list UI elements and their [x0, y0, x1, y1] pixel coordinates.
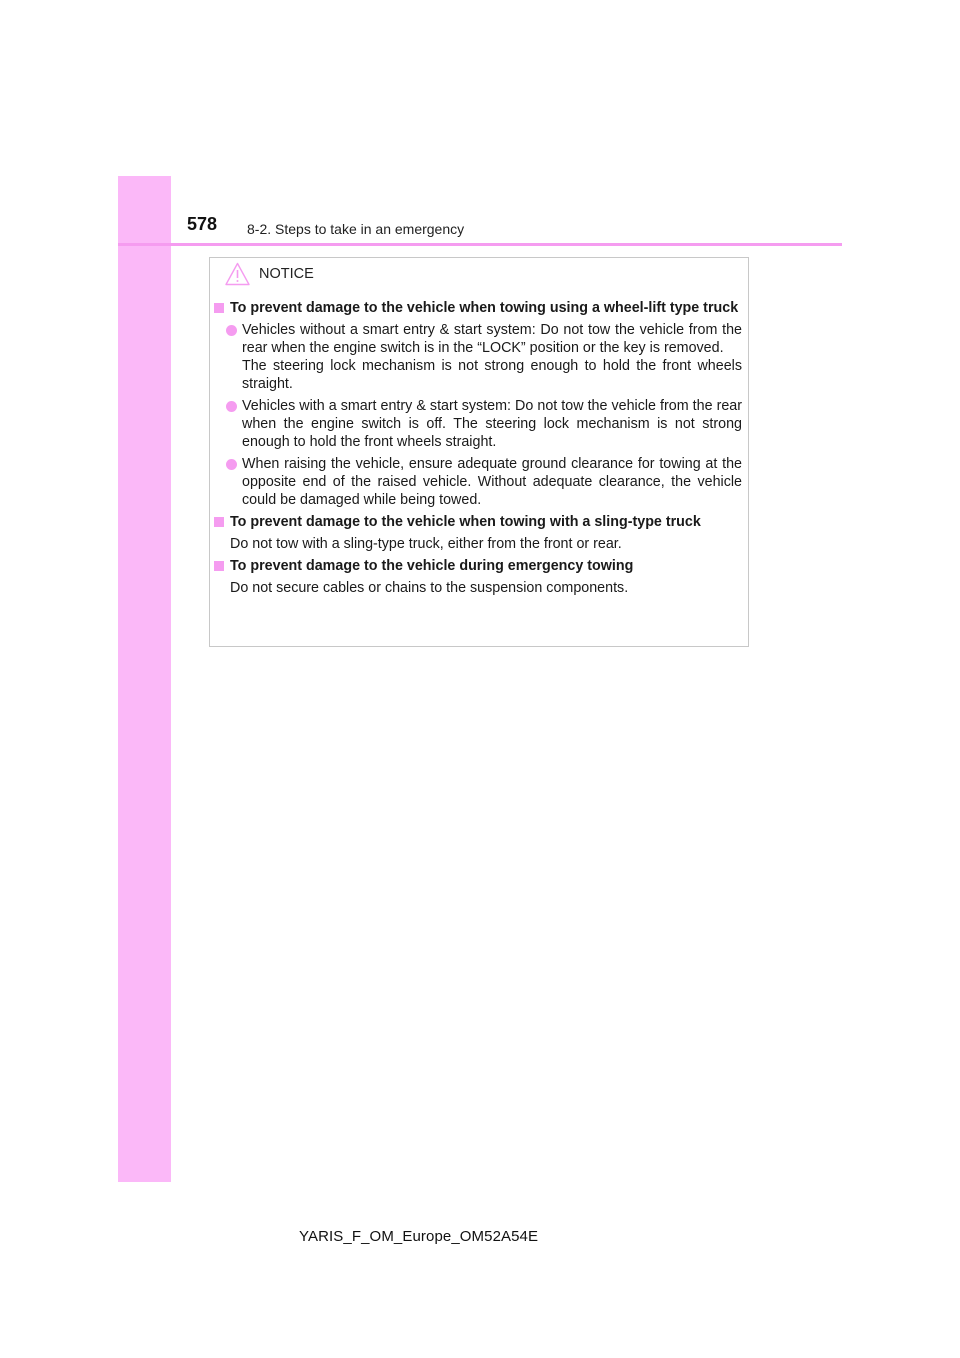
circle-bullet-icon	[226, 459, 237, 470]
list-item-text: Vehicles without a smart entry & start system: Do not tow the vehicle from the rear when the engine switch is in the “LOCK” position or the key is removed.	[242, 322, 742, 356]
side-color-strip	[118, 176, 171, 1182]
section-heading: To prevent damage to the vehicle when towing with a sling-type truck	[214, 513, 742, 531]
list-item-text: Vehicles with a smart entry & start system: Do not tow the vehicle from the rear when the engine switch is off. The steering lock mechanism is not strong enough to hold the front wheels straight.	[242, 398, 742, 450]
section-title: 8-2. Steps to take in an emergency	[247, 221, 465, 237]
list-item-text: When raising the vehicle, ensure adequate ground clearance for towing at the opposite end of the raised vehicle. Without adequate clearance, the vehicle could be damaged while being towed.	[242, 456, 742, 508]
notice-body	[214, 299, 742, 597]
square-bullet-icon	[214, 561, 224, 571]
notice-header	[225, 260, 314, 288]
section-heading: To prevent damage to the vehicle during emergency towing	[214, 557, 742, 575]
header-rule	[118, 243, 842, 246]
list-item	[226, 397, 742, 451]
notice-box	[209, 257, 749, 647]
list-item	[226, 455, 742, 509]
circle-bullet-icon	[226, 325, 237, 336]
document-code: YARIS_F_OM_Europe_OM52A54E	[299, 1228, 539, 1245]
square-bullet-icon	[214, 517, 224, 527]
section-heading: To prevent damage to the vehicle when towing using a wheel-lift type truck	[214, 299, 742, 317]
square-bullet-icon	[214, 303, 224, 313]
section-text: Do not secure cables or chains to the suspension components.	[230, 580, 629, 596]
list-item-text: The steering lock mechanism is not strong enough to hold the front wheels straight.	[242, 358, 742, 392]
page-number: 578	[187, 214, 218, 234]
circle-bullet-icon	[226, 401, 237, 412]
list-item	[226, 321, 742, 393]
section-text: Do not tow with a sling-type truck, either from the front or rear.	[230, 536, 622, 552]
notice-label: NOTICE	[259, 266, 314, 282]
warning-triangle-icon	[225, 262, 250, 286]
